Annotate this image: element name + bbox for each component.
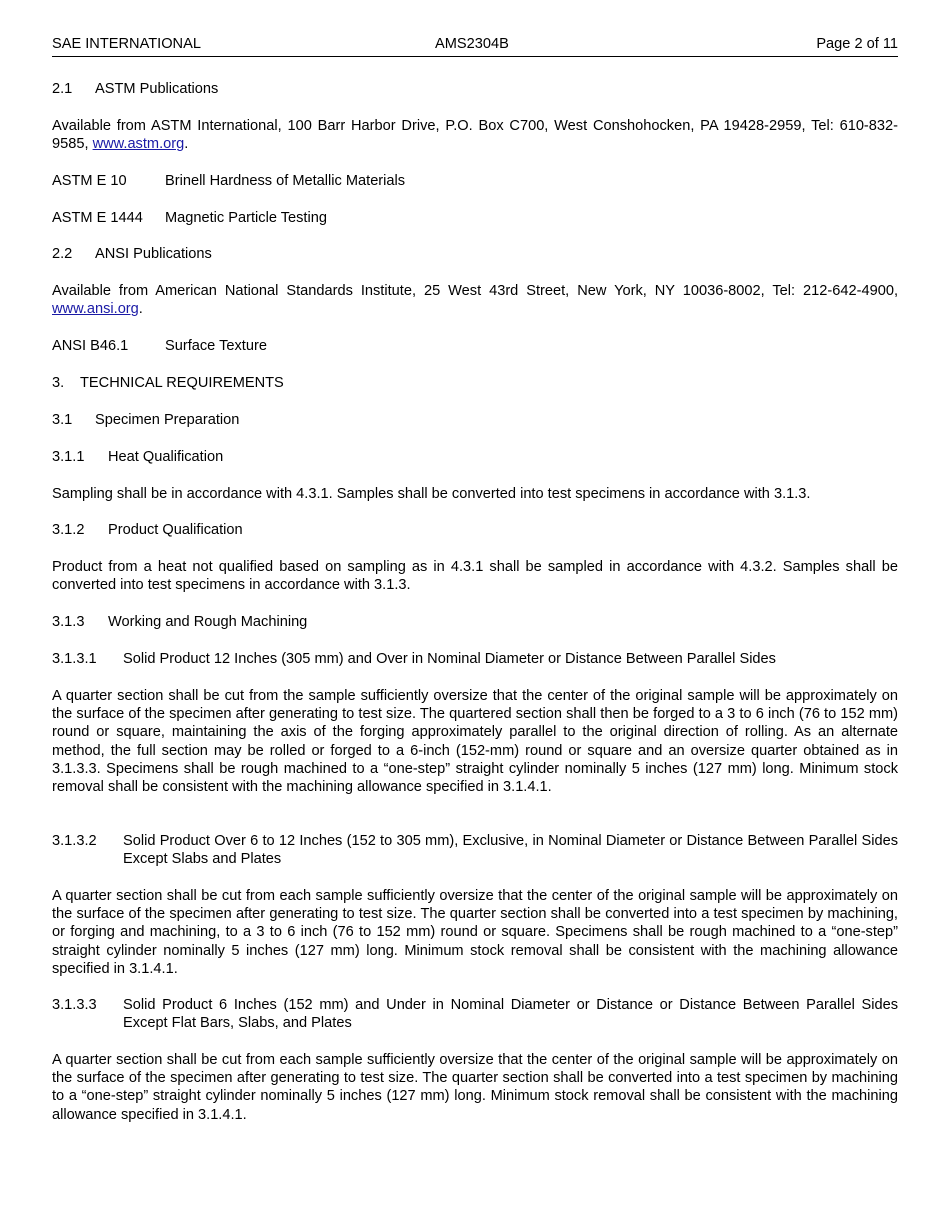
section-3-1-3-heading: 3.1.3 Working and Rough Machining [52,614,308,630]
ansi-link[interactable]: www.ansi.org [52,301,139,318]
section-2-1-heading: 2.1 ASTM Publications [52,81,219,97]
section-2-1-availability: Available from ASTM International, 100 Barr Harbor Drive, P.O. Box C700, West Conshohocken, PA 19428-2959, Tel: 610-832-9585, www.astm.org. [52,118,898,153]
reference-ansi-b46-1: ANSI B46.1 Surface Texture [52,338,267,354]
section-2-2-heading: 2.2 ANSI Publications [52,246,212,262]
document-page [52,34,898,1123]
section-3-1-3-2-heading: 3.1.3.2 Solid Product Over 6 to 12 Inches (152 to 305 mm), Exclusive, in Nominal Diameter or Distance Between Parallel Sides Except Slabs and Plates [52,833,898,868]
section-3-1-3-3-body: A quarter section shall be cut from each sample sufficiently oversize that the center of the original sample will be approximately on the surface of the specimen after generating to test size. The quarter section shall be converted into a test specimen by machining to a “one-step” straight cylinder nominally 5 inches (127 mm) long. Minimum stock removal shall be consistent with the machining allowance specified in 3.1.4.1. [52,1052,898,1123]
astm-link[interactable]: www.astm.org [92,136,185,153]
header-doc-id: AMS2304B [435,36,509,52]
header-org: SAE INTERNATIONAL [52,36,201,52]
section-3-1-3-1-heading: 3.1.3.1 Solid Product 12 Inches (305 mm) and Over in Nominal Diameter or Distance Between Parallel Sides [52,651,776,667]
section-3-1-2-heading: 3.1.2 Product Qualification [52,522,243,538]
header-page-number: Page 2 of 11 [816,36,898,52]
section-3-1-2-body: Product from a heat not qualified based on sampling as in 4.3.1 shall be sampled in accordance with 4.3.2. Samples shall be converted into test specimens in accordance with 3.1.3. [52,559,898,594]
section-3-1-3-2-body: A quarter section shall be cut from each sample sufficiently oversize that the center of the original sample will be approximately on the surface of the specimen after generating to test size. The quarter section shall be converted into a test specimen by machining, or forging and machining, to a 3 to 6 inch (76 to 152 mm) round or square. Specimens shall be rough machined to a “one-step” straight cylinder nominally 5 inches (127 mm) long. Minimum stock removal shall be consistent with the machining allowance specified in 3.1.4.1. [52,888,898,977]
section-3-1-3-3-heading: 3.1.3.3 Solid Product 6 Inches (152 mm) and Under in Nominal Diameter or Distance or Distance Between Parallel Sides Except Flat Bars, Slabs, and Plates [52,997,898,1032]
section-3-1-3-1-body: A quarter section shall be cut from the sample sufficiently oversize that the center of the original sample will be approximately on the surface of the specimen after generating to test size. The quartered section shall then be forged to a 3 to 6 inch (76 to 152 mm) round or square, maintaining the axis of the forging approximately parallel to the original direction of rolling. As an alternate method, the full section may be rolled or forged to a 6-inch (152-mm) round or square and an oversize quarter obtained as in 3.1.3.3. Specimens shall be rough machined to a “one-step” straight cylinder nominally 5 inches (127 mm) long. Minimum stock removal shall be consistent with the machining allowance specified in 3.1.4.1. [52,688,898,796]
page-header [52,34,898,57]
section-3-heading: 3. TECHNICAL REQUIREMENTS [52,375,284,391]
section-3-1-1-heading: 3.1.1 Heat Qualification [52,449,224,465]
section-3-1-1-body: Sampling shall be in accordance with 4.3.1. Samples shall be converted into test specimens in accordance with 3.1.3. [52,486,811,502]
reference-astm-e1444: ASTM E 1444 Magnetic Particle Testing [52,210,327,226]
reference-astm-e10: ASTM E 10 Brinell Hardness of Metallic Materials [52,173,406,189]
section-2-2-availability: Available from American National Standards Institute, 25 West 43rd Street, New York, NY 10036-8002, Tel: 212-642-4900, www.ansi.org. [52,283,898,318]
section-3-1-heading: 3.1 Specimen Preparation [52,412,240,428]
